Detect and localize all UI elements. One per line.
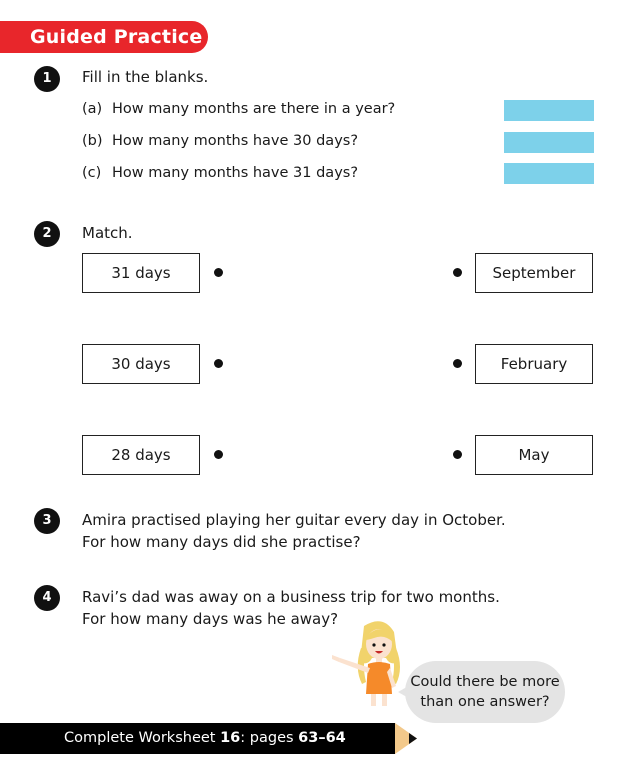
q1-answer-b-box[interactable] xyxy=(504,132,594,153)
q1-answer-a-box[interactable] xyxy=(504,100,594,121)
match-right-september: September xyxy=(475,253,593,293)
match-left-28-days: 28 days xyxy=(82,435,200,475)
worksheet-footer xyxy=(0,723,395,754)
question-1-prompt: Fill in the blanks. xyxy=(82,68,209,86)
speech-bubble xyxy=(405,661,565,723)
match-right-february: February xyxy=(475,344,593,384)
match-right-dot-1[interactable] xyxy=(453,268,462,277)
q1-item-c-text: How many months have 31 days? xyxy=(112,165,359,181)
footer-middle: : pages xyxy=(240,730,299,746)
q1-item-b-label: (b) xyxy=(82,133,103,149)
footer-pages: 63–64 xyxy=(298,730,346,746)
match-left-30-days: 30 days xyxy=(82,344,200,384)
question-3-line-1: Amira practised playing her guitar every day in October. xyxy=(82,511,506,529)
speech-bubble-line-2: than one answer? xyxy=(420,694,550,710)
q1-item-a-label: (a) xyxy=(82,101,103,117)
match-right-dot-2[interactable] xyxy=(453,359,462,368)
match-right-dot-3[interactable] xyxy=(453,450,462,459)
question-4-line-1: Ravi’s dad was away on a business trip for two months. xyxy=(82,588,500,606)
question-1-number: 1 xyxy=(34,66,60,92)
match-left-dot-2[interactable] xyxy=(214,359,223,368)
footer-prefix: Complete Worksheet xyxy=(64,730,221,746)
question-3-number: 3 xyxy=(34,508,60,534)
q1-item-a-text: How many months are there in a year? xyxy=(112,101,396,117)
q1-answer-c-box[interactable] xyxy=(504,163,594,184)
question-4-number: 4 xyxy=(34,585,60,611)
footer-worksheet-number: 16 xyxy=(220,730,241,746)
match-left-dot-3[interactable] xyxy=(214,450,223,459)
question-4-line-2: For how many days was he away? xyxy=(82,610,339,628)
section-banner: Guided Practice xyxy=(0,21,208,53)
question-3-line-2: For how many days did she practise? xyxy=(82,533,361,551)
match-left-dot-1[interactable] xyxy=(214,268,223,277)
match-left-31-days: 31 days xyxy=(82,253,200,293)
question-2-prompt: Match. xyxy=(82,224,133,242)
question-2-number: 2 xyxy=(34,221,60,247)
match-right-may: May xyxy=(475,435,593,475)
pencil-tip-icon xyxy=(395,723,425,754)
speech-bubble-line-1: Could there be more xyxy=(410,674,560,690)
q1-item-b-text: How many months have 30 days? xyxy=(112,133,359,149)
q1-item-c-label: (c) xyxy=(82,165,102,181)
